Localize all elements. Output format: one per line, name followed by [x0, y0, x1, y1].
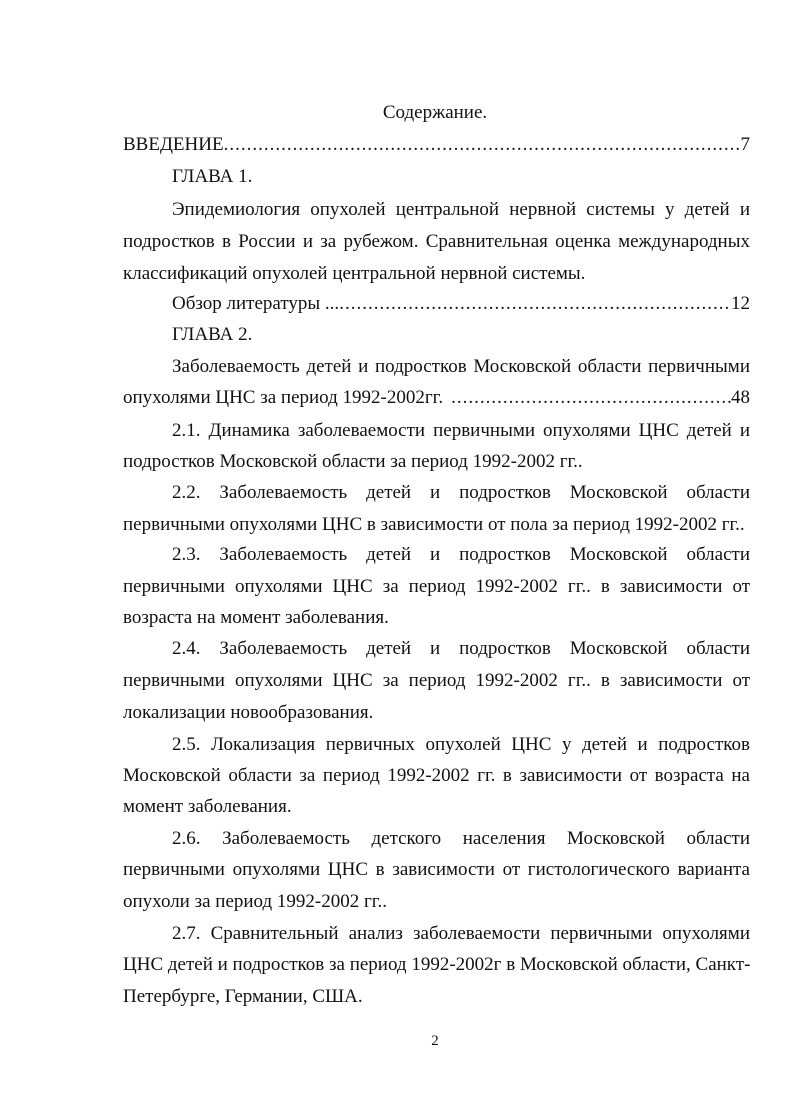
section-2-1-line: подростков Московской области за период 1992-2002 гг.. [123, 451, 583, 472]
leader-dots [224, 133, 741, 157]
chapter-1-heading: ГЛАВА 1. [172, 166, 253, 187]
section-2-3-line: возраста на момент заболевания. [123, 607, 389, 628]
section-2-5-line: Московской области за период 1992-2002 гг. в зависимости от возраста на [123, 765, 750, 786]
section-2-5-line: 2.5. Локализация первичных опухолей ЦНС у детей и подростков [172, 734, 750, 755]
section-2-4-line: локализации новообразования. [123, 702, 374, 723]
toc-title: Содержание. [382, 102, 488, 123]
leader-dots [451, 386, 731, 410]
toc-entry-page: 12 [731, 293, 750, 314]
toc-entry-label: опухолями ЦНС за период 1992-2002гг. [123, 387, 444, 408]
section-2-5-line: момент заболевания. [123, 796, 292, 817]
toc-entry-introduction[interactable] [123, 133, 750, 157]
toc-entry-page: 48 [731, 387, 750, 408]
section-2-7-line: 2.7. Сравнительный анализ заболеваемости первичными опухолями [172, 923, 750, 944]
section-2-7-line: Петербурге, Германии, США. [123, 986, 363, 1007]
section-2-6-line: 2.6. Заболеваемость детского населения Московской области [172, 828, 750, 849]
toc-entry-page: 7 [740, 134, 750, 155]
chapter-1-title-line: классификаций опухолей центральной нервной системы. [123, 263, 586, 284]
page-number: 2 [431, 1033, 439, 1049]
section-2-7-line: ЦНС детей и подростков за период 1992-2002г в Московской области, Санкт- [123, 954, 751, 975]
toc-entry-label: ВВЕДЕНИЕ [123, 134, 224, 155]
chapter-2-heading: ГЛАВА 2. [172, 324, 253, 345]
chapter-1-title-line: подростков в России и за рубежом. Сравнительная оценка международных [123, 231, 750, 252]
section-2-3-line: 2.3. Заболеваемость детей и подростков Московской области [172, 544, 750, 565]
section-2-1-line: 2.1. Динамика заболеваемости первичными опухолями ЦНС детей и [172, 420, 750, 441]
section-2-4-line: 2.4. Заболеваемость детей и подростков Московской области [172, 638, 750, 659]
section-2-2-line: первичными опухолями ЦНС в зависимости от пола за период 1992-2002 гг.. [123, 514, 745, 535]
section-2-6-line: опухоли за период 1992-2002 гг.. [123, 891, 387, 912]
chapter-2-title-line: Заболеваемость детей и подростков Московской области первичными [172, 356, 750, 377]
chapter-1-title-line: Эпидемиология опухолей центральной нервной системы у детей и [172, 199, 750, 220]
section-2-6-line: первичными опухолями ЦНС в зависимости от гистологического варианта [123, 859, 750, 880]
toc-entry-literature-review[interactable] [172, 292, 750, 316]
toc-entry-chapter-2[interactable] [123, 386, 750, 410]
section-2-4-line: первичными опухолями ЦНС за период 1992-2002 гг.. в зависимости от [123, 670, 750, 691]
leader-dots [339, 292, 731, 316]
section-2-2-line: 2.2. Заболеваемость детей и подростков Московской области [172, 482, 750, 503]
toc-entry-label: Обзор литературы ... [172, 293, 340, 314]
section-2-3-line: первичными опухолями ЦНС за период 1992-2002 гг.. в зависимости от [123, 576, 750, 597]
